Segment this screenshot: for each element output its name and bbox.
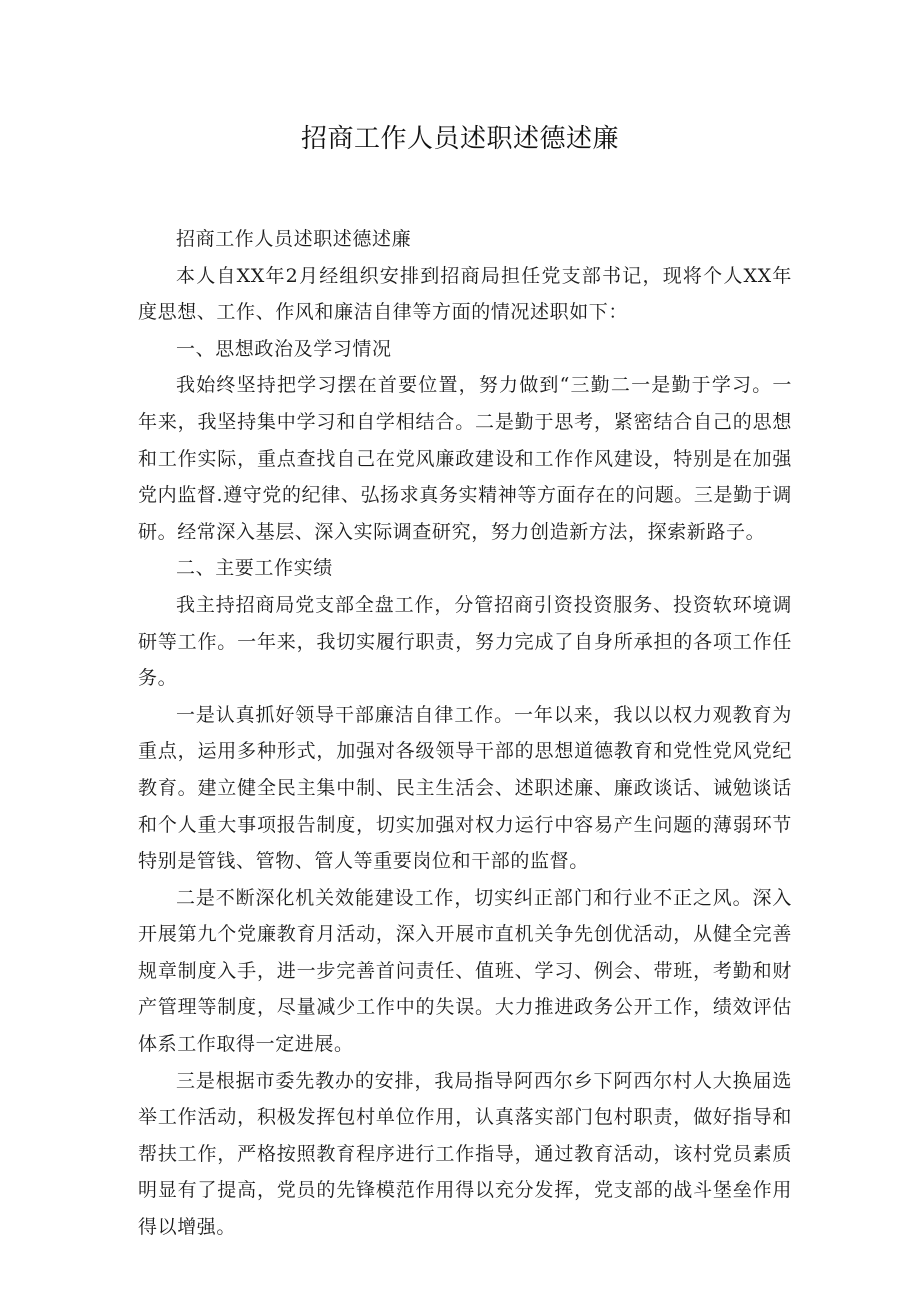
body-paragraph-intro: 本人自XX年2月经组织安排到招商局担任党支部书记，现将个人XX年度思想、工作、作风和廉洁自律等方面的情况述职如下： [138,264,792,324]
section-heading-2: 二、主要工作实绩 [176,557,333,580]
body-paragraph-item-2: 二是不断深化机关效能建设工作，切实纠正部门和行业不正之风。深入开展第九个党廉教育月活动，深入开展市直机关争先创优活动，从健全完善规章制度入手，进一步完善首问责任、值班、学习、例会、带班，考勤和财产管理等制度，尽量减少工作中的失误。大力推进政务公开工作，绩效评估体系工作取得一定进展。 [138,886,792,1056]
section-heading-1: 一、思想政治及学习情况 [176,337,392,360]
body-subtitle: 招商工作人员述职述德述廉 [176,228,412,250]
body-paragraph-item-1: 一是认真抓好领导干部廉洁自律工作。一年以来，我以以权力观教育为重点，运用多种形式，加强对各级领导干部的思想道德教育和党性党风党纪教育。建立健全民主集中制、民主生活会、述职述廉、廉政谈话、诫勉谈话和个人重大事项报告制度，切实加强对权力运行中容易产生问题的薄弱环节特别是管钱、管物、管人等重要岗位和干部的监督。 [138,703,792,873]
document-body [138,221,792,1246]
body-paragraph-study: 我始终坚持把学习摆在首要位置，努力做到“三勤二一是勤于学习。一年来，我坚持集中学习和自学相结合。二是勤于思考，紧密结合自己的思想和工作实际，重点查找自己在党风廉政建设和工作作风建设，特别是在加强党内监督.遵守党的纪律、弘扬求真务实精神等方面存在的问题。三是勤于调研。经常深入基层、深入实际调查研究，努力创造新方法，探索新路子。 [138,374,792,543]
body-paragraph-item-3: 三是根据市委先教办的安排，我局指导阿西尔乡下阿西尔村人大换届选举工作活动，积极发挥包村单位作用，认真落实部门包村职责，做好指导和帮扶工作，严格按照教育程序进行工作指导，通过教育活动，该村党员素质明显有了提高，党员的先锋模范作用得以充分发挥，党支部的战斗堡垒作用得以增强。 [138,1069,792,1239]
document-title: 招商工作人员述职述德述廉 [300,124,619,154]
body-paragraph-overview: 我主持招商局党支部全盘工作，分管招商引资投资服务、投资软环境调研等工作。一年来，我切实履行职责，努力完成了自身所承担的各项工作任务。 [138,593,792,690]
